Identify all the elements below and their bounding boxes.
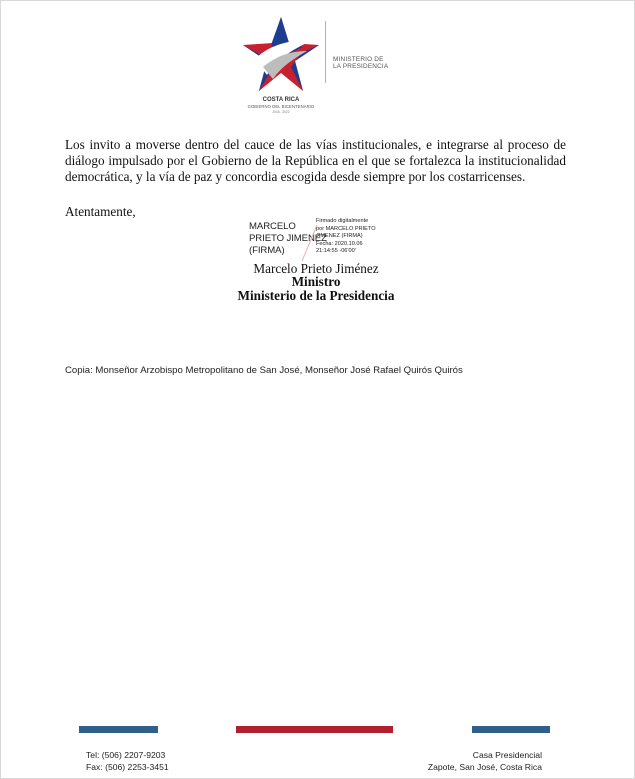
signature-name-line: (FIRMA) [249,245,285,256]
footer-bar-left [79,726,158,733]
copy-recipients: Copia: Monseñor Arzobispo Metropolitano de San José, Monseñor José Rafael Quirós Quirós [65,365,463,376]
signature-detail-line: por MARCELO PRIETO [316,225,376,232]
footer-fax: Fax: (506) 2253-3451 [86,762,169,772]
ministry-logo [237,15,407,119]
footer-tel: Tel: (506) 2207-9203 [86,750,166,760]
signature-detail-line: Fecha: 2020.10.06 [316,240,363,247]
closing-text: Atentamente, [65,204,136,219]
footer-bar-right [472,726,550,733]
signer-title: Ministro [291,274,341,289]
logo-ministry-text [333,56,388,70]
logo-country: COSTA RICA [262,97,300,103]
body-paragraph: Los invito a moverse dentro del cauce de las vías institucionales, e integrarse al proceso de diálogo impulsado por el Gobierno de la República en el que se fortalezca la institucionalidad democrática, y la vía de paz y concordia escogida desde siempre por los costarricenses. [65,137,566,184]
logo-years: 2018 - 2022 [272,110,290,114]
signature-name-line: PRIETO JIMENEZ [249,233,327,244]
signer-organization: Ministerio de la Presidencia [237,288,395,303]
signer-name: Marcelo Prieto Jiménez [253,261,379,276]
footer-address-line: Zapote, San José, Costa Rica [427,762,542,772]
logo-divider [325,21,326,83]
footer-address [428,749,542,773]
digital-signature-details [316,218,376,256]
logo-ministry-line1: MINISTERIO DE [333,56,384,63]
signature-name-line: MARCELO [249,221,296,232]
costa-rica-star-logo-icon [241,15,321,95]
footer-bar-middle [236,726,393,733]
logo-ministry-line2: LA PRESIDENCIA [333,63,389,70]
signature-detail-line: Firmado digitalmente [316,218,369,224]
footer-contact [86,749,169,773]
logo-government: GOBIERNO DEL BICENTENARIO [247,104,315,109]
signature-detail-line: 21:14:55 -06'00' [316,248,356,255]
signature-detail-line: JIMENEZ (FIRMA) [316,233,363,240]
footer-place: Casa Presidencial [472,750,542,760]
